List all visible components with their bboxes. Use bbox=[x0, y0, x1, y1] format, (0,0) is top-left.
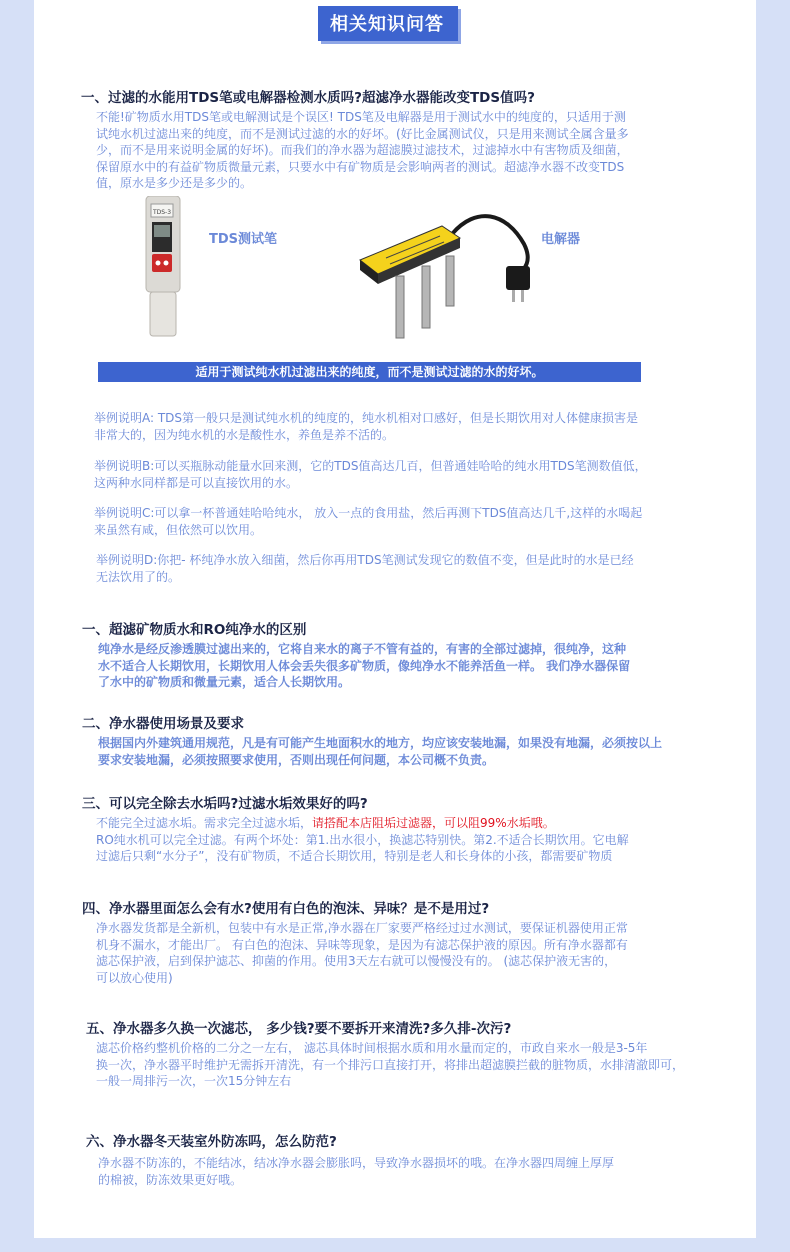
example-line: 无法饮用了的。 bbox=[96, 569, 181, 584]
answer-line: 值，原水是多少还是多少的。 bbox=[96, 176, 253, 190]
tds-pen-label: TDS测试笔 bbox=[209, 232, 278, 247]
example-c bbox=[94, 505, 642, 538]
example-d bbox=[96, 552, 634, 585]
answer-line: 滤芯价格约整机价格的二分之一左右， 滤芯具体时间根据水质和用水量而定的，市政自来水一般是3-5年 bbox=[96, 1041, 648, 1055]
section-header bbox=[318, 6, 458, 41]
page-title: 相关知识问答 bbox=[318, 6, 458, 41]
answer-line: 不能!矿物质水用TDS笔或电解测试是个误区! TDS笔及电解器是用于测试水中的纯度的，只适用于测 bbox=[96, 110, 626, 124]
answer-line: 少，而不是用来说明金属的好坏)。而我们的净水器为超滤膜过滤技术，过滤掉水中有害物质及细菌， bbox=[96, 143, 629, 157]
answer-text: 不能完全过滤水垢。需求完全过滤水垢， bbox=[96, 816, 313, 830]
example-line: 这两种水同样都是可以直接饮用的水。 bbox=[94, 475, 299, 490]
example-line: 举例说明A: TDS第一般只是测试纯水机的纯度的，纯水机相对口感好，但是长期饮用对人体健康损害是 bbox=[94, 411, 639, 425]
tds-pen-image bbox=[142, 196, 186, 342]
faq-answer-ro-difference bbox=[98, 641, 630, 691]
faq-answer-usage bbox=[98, 735, 662, 768]
answer-line: 根据国内外建筑通用规范，凡是有可能产生地面积水的地方，均应该安装地漏，如果没有地漏，必须按以上 bbox=[98, 736, 663, 750]
example-line: 举例说明D:你把- 杯纯净水放入细菌，然后你再用TDS笔测试发现它的数值不变，但是此时的水是已经 bbox=[96, 553, 634, 567]
faq-question-ro-difference: 一、超滤矿物质水和RO纯净水的区别 bbox=[82, 622, 307, 638]
pen-model-text: TDS-3 bbox=[152, 209, 172, 216]
faq-answer-scale bbox=[96, 815, 629, 865]
faq-answer-tds bbox=[96, 109, 629, 192]
answer-line: 保留原水中的有益矿物质微量元素，只要水中有矿物质是会影响两者的测试。超滤净水器不改变TDS bbox=[96, 159, 625, 174]
example-line: 非常大的，因为纯水机的水是酸性水，养鱼是养不活的。 bbox=[94, 427, 395, 442]
answer-line: 了水中的矿物质和微量元素，适合人长期饮用。 bbox=[98, 675, 351, 689]
electrolyzer-label: 电解器 bbox=[541, 232, 581, 247]
scale-filter-promo: 请搭配本店阻垢过滤器，可以阻99%水垢哦。 bbox=[312, 816, 555, 830]
example-a bbox=[94, 410, 638, 443]
answer-line: 净水器发货都是全新机，包装中有水是正常,净水器在厂家要严格经过过水测试，要保证机器使用正常 bbox=[96, 921, 628, 935]
answer-line bbox=[96, 815, 629, 832]
answer-line: 换一次，净水器平时维护无需拆开清洗，有一个排污口直接打开，将排出超滤膜拦截的脏物质，水排清澈即可， bbox=[96, 1057, 685, 1072]
example-line: 举例说明C:可以拿一杯普通娃哈哈纯水， 放入一点的食用盐，然后再测下TDS值高达几千,这样的水喝起 bbox=[94, 506, 643, 520]
answer-line: 滤芯保护液，启到保护滤芯、抑菌的作用。使用3天左右就可以慢慢没有的。 (滤芯保护液无害的， bbox=[96, 954, 617, 968]
electrolyzer-image bbox=[356, 212, 556, 342]
answer-line: 纯净水是经反渗透膜过滤出来的，它将自来水的离子不管有益的，有害的全部过滤掉，很纯净，这种 bbox=[98, 642, 627, 656]
answer-line: 要求安装地漏，必须按照要求使用，否则出现任何问题，本公司概不负责。 bbox=[98, 752, 495, 767]
faq-question-scale: 三、可以完全除去水垢吗?过滤水垢效果好的吗? bbox=[82, 796, 368, 812]
answer-line: 可以放心使用) bbox=[96, 970, 173, 985]
answer-line: 机身不漏水，才能出厂。 有白色的泡沫、异味等现象，是因为有滤芯保护液的原因。所有净水器都有 bbox=[96, 937, 628, 952]
example-line: 举例说明B:可以买瓶脉动能量水回来测，它的TDS值高达几百，但普通娃哈哈的纯水用TDS笔测数值低， bbox=[94, 459, 647, 473]
answer-line: RO纯水机可以完全过滤。有两个坏处：第1.出水很小，换滤芯特别快。第2.不适合长期饮用。它电解 bbox=[96, 832, 629, 847]
answer-line: 水不适合人长期饮用，长期饮用人体会丢失很多矿物质，像纯净水不能养活鱼一样。 我们净水器保留 bbox=[98, 658, 631, 673]
example-b bbox=[94, 458, 647, 491]
faq-answer-winter bbox=[98, 1155, 614, 1188]
tds-caption-banner: 适用于测试纯水机过滤出来的纯度，而不是测试过滤的水的好坏。 bbox=[98, 362, 641, 382]
faq-answer-water-inside bbox=[96, 920, 628, 986]
faq-answer-filter-replacement bbox=[96, 1040, 684, 1090]
answer-line: 试纯水机过滤出来的纯度，而不是测试过滤的水的好坏。(好比金属测试仪，只是用来测试全属含量多 bbox=[96, 126, 629, 141]
answer-line: 过滤后只剩“水分子”，没有矿物质，不适合长期饮用，特别是老人和长身体的小孩，都需要矿物质 bbox=[96, 849, 613, 863]
answer-line: 净水器不防冻的，不能结冰，结冰净水器会膨胀吗，导致净水器损坏的哦。在净水器四周缠上厚厚 bbox=[98, 1156, 615, 1170]
answer-line: 的棉被，防冻效果更好哦。 bbox=[98, 1172, 243, 1187]
faq-question-winter: 六、净水器冬天装室外防冻吗，怎么防范? bbox=[86, 1134, 337, 1150]
faq-question-tds: 一、过滤的水能用TDS笔或电解器检测水质吗?超滤净水器能改变TDS值吗? bbox=[81, 90, 535, 106]
faq-question-usage: 二、净水器使用场景及要求 bbox=[82, 716, 244, 732]
faq-question-water-inside: 四、净水器里面怎么会有水?使用有白色的泡沫、异味？是不是用过? bbox=[82, 901, 490, 917]
answer-line: 一般一周排污一次，一次15分钟左右 bbox=[96, 1074, 292, 1088]
example-line: 来虽然有咸，但依然可以饮用。 bbox=[94, 522, 263, 537]
faq-question-filter-replacement: 五、净水器多久换一次滤芯， 多少钱?要不要拆开来清洗?多久排-次污? bbox=[86, 1021, 512, 1037]
